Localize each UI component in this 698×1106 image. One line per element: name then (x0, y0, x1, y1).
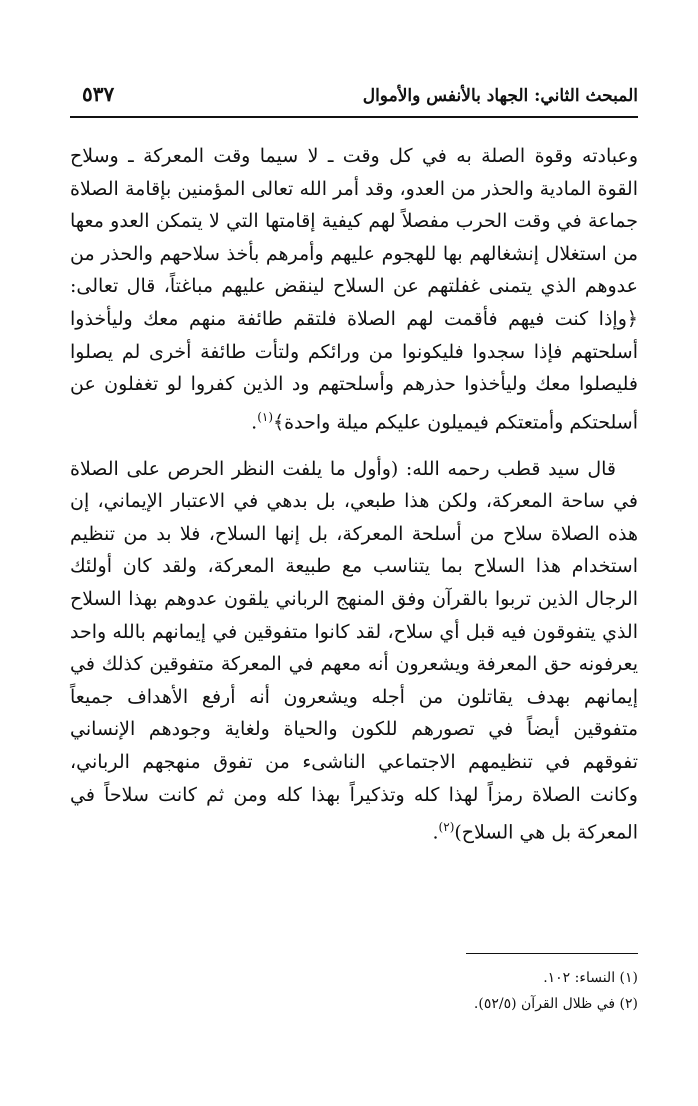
paragraph-2-text: قال سيد قطب رحمه الله: (وأول ما يلفت النظر الحرص على الصلاة في ساحة المعركة، ولكن هذا طبعي، بل بدهي في الاعتبار الإيماني، إن هذه الصلاة سلاح من أسلحة المعركة، بل إنها السلاح، فلا بد من تنظيم استخدام هذا السلاح بما يتناسب مع طبيعة المعركة، ولقد كان أولئك الرجال الذين تربوا بالقرآن وفق المنهج الرباني يلقون عدوهم بهذا السلاح الذي يتفوقون فيه قبل أي سلاح، لقد كانوا متفوقين في إيمانهم بالله واحد يعرفونه حق المعرفة ويشعرون أنه معهم في المعركة متفوقين كذلك في إيمانهم بهدف يقاتلون من أجله ويشعرون أنه أرفع الأهداف جميعاً متفوقين أيضاً في تصورهم للكون والحياة ولغاية وجودهم الإنساني تفوقهم في تنظيمهم الاجتماعي الناشىء من تفوق منهجهم الرباني، وكانت الصلاة رمزاً لهذا كله وتذكيراً بهذا كله ومن ثم كانت سلاحاً في المعركة بل هي السلاح) (70, 457, 638, 844)
paragraph-2-end: . (432, 821, 439, 844)
paragraph-1-text: وعبادته وقوة الصلة به في كل وقت ـ لا سيما وقت المعركة ـ وسلاح القوة المادية والحذر من العدو، وقد أمر الله تعالى المؤمنين بإقامة الصلاة جماعة في وقت الحرب مفصلاً لهم كيفية إقامتها التي لا يتمكن العدو معها من استغلال إنشغالهم بها للهجوم عليهم وأمرهم بأخذ سلاحهم والحذر من عدوهم الذي يتمنى غفلتهم عن السلاح لينقض عليهم مباغتاً، قال تعالى: ﴿وإذا كنت فيهم فأقمت لهم الصلاة فلتقم طائفة منهم معك وليأخذوا أسلحتهم فإذا سجدوا فليكونوا من ورائكم ولتأت طائفة أخرى لم يصلوا فليصلوا معك وليأخذوا حذرهم وأسلحتهم ود الذين كفروا لو تغفلون عن أسلحتكم وأمتعتكم فيميلون عليكم ميلة واحدة﴾ (70, 145, 638, 434)
chapter-title: المبحث الثاني: الجهاد بالأنفس والأموال (362, 86, 638, 106)
footnote-ref-1: (١) (257, 409, 274, 424)
main-text (70, 140, 638, 849)
paragraph-1-end: . (251, 411, 258, 434)
footnote-divider (466, 953, 638, 954)
footnotes (70, 965, 638, 1017)
paragraph-2 (70, 453, 638, 849)
page-header (70, 78, 638, 112)
footnote-2: (٢) في ظلال القرآن (٥٢/٥). (473, 996, 638, 1012)
footnote-1: (١) النساء: ١٠٢. (543, 970, 638, 986)
footnote-ref-2: (٢) (438, 820, 455, 835)
paragraph-1 (70, 140, 638, 439)
header-divider (70, 116, 638, 118)
page-number: ٥٣٧ (82, 82, 115, 106)
